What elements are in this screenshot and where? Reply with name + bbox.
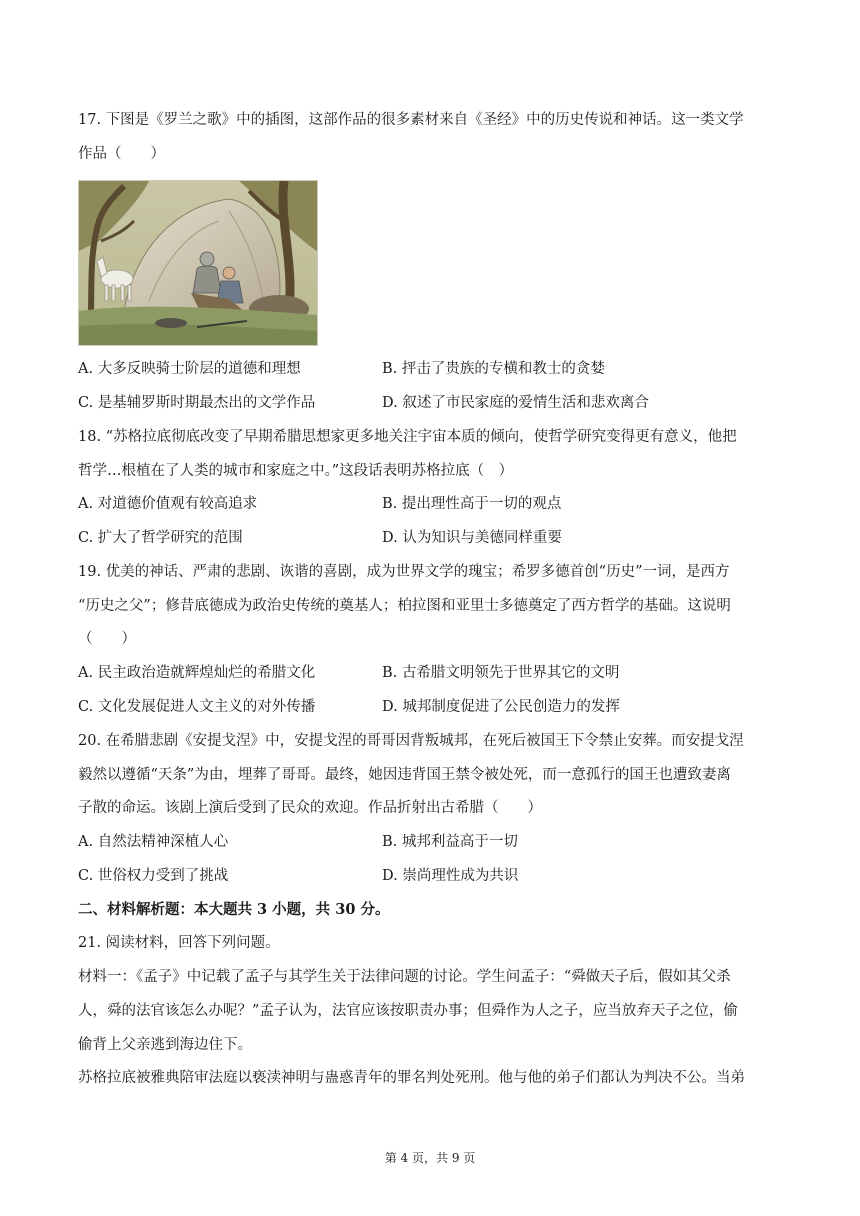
- q20-option-b: B. 城邦利益高于一切: [382, 834, 518, 850]
- roland-illustration: [78, 180, 318, 346]
- q18-option-d: D. 认为知识与美德同样重要: [382, 530, 562, 546]
- q21-material-line1: 材料一：《孟子》中记载了孟子与其学生关于法律问题的讨论。学生问孟子：“舜做天子后，假如其父杀: [78, 969, 731, 985]
- q18-option-b: B. 提出理性高于一切的观点: [382, 496, 562, 512]
- q21-material-line2: 人，舜的法官该怎么办呢？”孟子认为，法官应该按职责办事；但舜作为人之子，应当放弃天子之位，偷: [78, 1003, 738, 1019]
- q20-option-c: C. 世俗权力受到了挑战: [78, 868, 229, 884]
- q20-stem-line3: 子散的命运。该剧上演后受到了民众的欢迎。作品折射出古希腊（ ）: [78, 800, 542, 816]
- q21-material-line3: 偷背上父亲逃到海边住下。: [78, 1037, 252, 1053]
- q18-stem-line1: 18. “苏格拉底彻底改变了早期希腊思想家更多地关注宇宙本质的倾向，使哲学研究变得更有意义，他把: [78, 429, 737, 445]
- q17-option-b: B. 抨击了贵族的专横和教士的贪婪: [382, 361, 605, 377]
- q17-option-a: A. 大多反映骑士阶层的道德和理想: [78, 361, 301, 377]
- q17-stem-line2: 作品（ ）: [78, 146, 165, 162]
- q19-stem-line1: 19. 优美的神话、严肃的悲剧、诙谐的喜剧，成为世界文学的瑰宝；希罗多德首创“历史”一词，是西方: [78, 564, 730, 580]
- q21-material-line4: 苏格拉底被雅典陪审法庭以亵渎神明与蛊惑青年的罪名判处死刑。他与他的弟子们都认为判决不公。当弟: [78, 1070, 745, 1086]
- q17-stem-line1: 17. 下图是《罗兰之歌》中的插图，这部作品的很多素材来自《圣经》中的历史传说和神话。这一类文学: [78, 112, 744, 128]
- q20-option-d: D. 崇尚理性成为共识: [382, 868, 519, 884]
- page-number: 第 4 页，共 9 页: [384, 1151, 476, 1165]
- q18-option-c: C. 扩大了哲学研究的范围: [78, 530, 243, 546]
- section-heading: 二、材料解析题：本大题共 3 小题，共 30 分。: [78, 901, 390, 918]
- q20-option-a: A. 自然法精神深植人心: [78, 834, 229, 850]
- q19-stem-line2: “历史之父”；修昔底德成为政治史传统的奠基人；柏拉图和亚里士多德奠定了西方哲学的基础。这说明: [78, 598, 731, 614]
- q19-option-c: C. 文化发展促进人文主义的对外传播: [78, 699, 316, 715]
- q21-stem-line1: 21. 阅读材料，回答下列问题。: [78, 935, 280, 951]
- q19-option-b: B. 古希腊文明领先于世界其它的文明: [382, 665, 620, 681]
- q17-option-c: C. 是基辅罗斯时期最杰出的文学作品: [78, 395, 316, 411]
- q19-stem-line3: （ ）: [78, 631, 136, 647]
- q17-option-d: D. 叙述了市民家庭的爱情生活和悲欢离合: [382, 395, 649, 411]
- q19-option-d: D. 城邦制度促进了公民创造力的发挥: [382, 699, 620, 715]
- q20-stem-line2: 毅然以遵循“天条”为由，埋葬了哥哥。最终，她因违背国王禁令被处死，而一意孤行的国王也遭致妻离: [78, 767, 731, 783]
- q18-stem-line2: 哲学…根植在了人类的城市和家庭之中。”这段话表明苏格拉底（ ）: [78, 463, 514, 479]
- q20-stem-line1: 20. 在希腊悲剧《安提戈涅》中，安提戈涅的哥哥因背叛城邦，在死后被国王下令禁止安葬。而安提戈涅: [78, 733, 744, 749]
- q19-option-a: A. 民主政治造就辉煌灿烂的希腊文化: [78, 665, 316, 681]
- q18-option-a: A. 对道德价值观有较高追求: [78, 496, 258, 512]
